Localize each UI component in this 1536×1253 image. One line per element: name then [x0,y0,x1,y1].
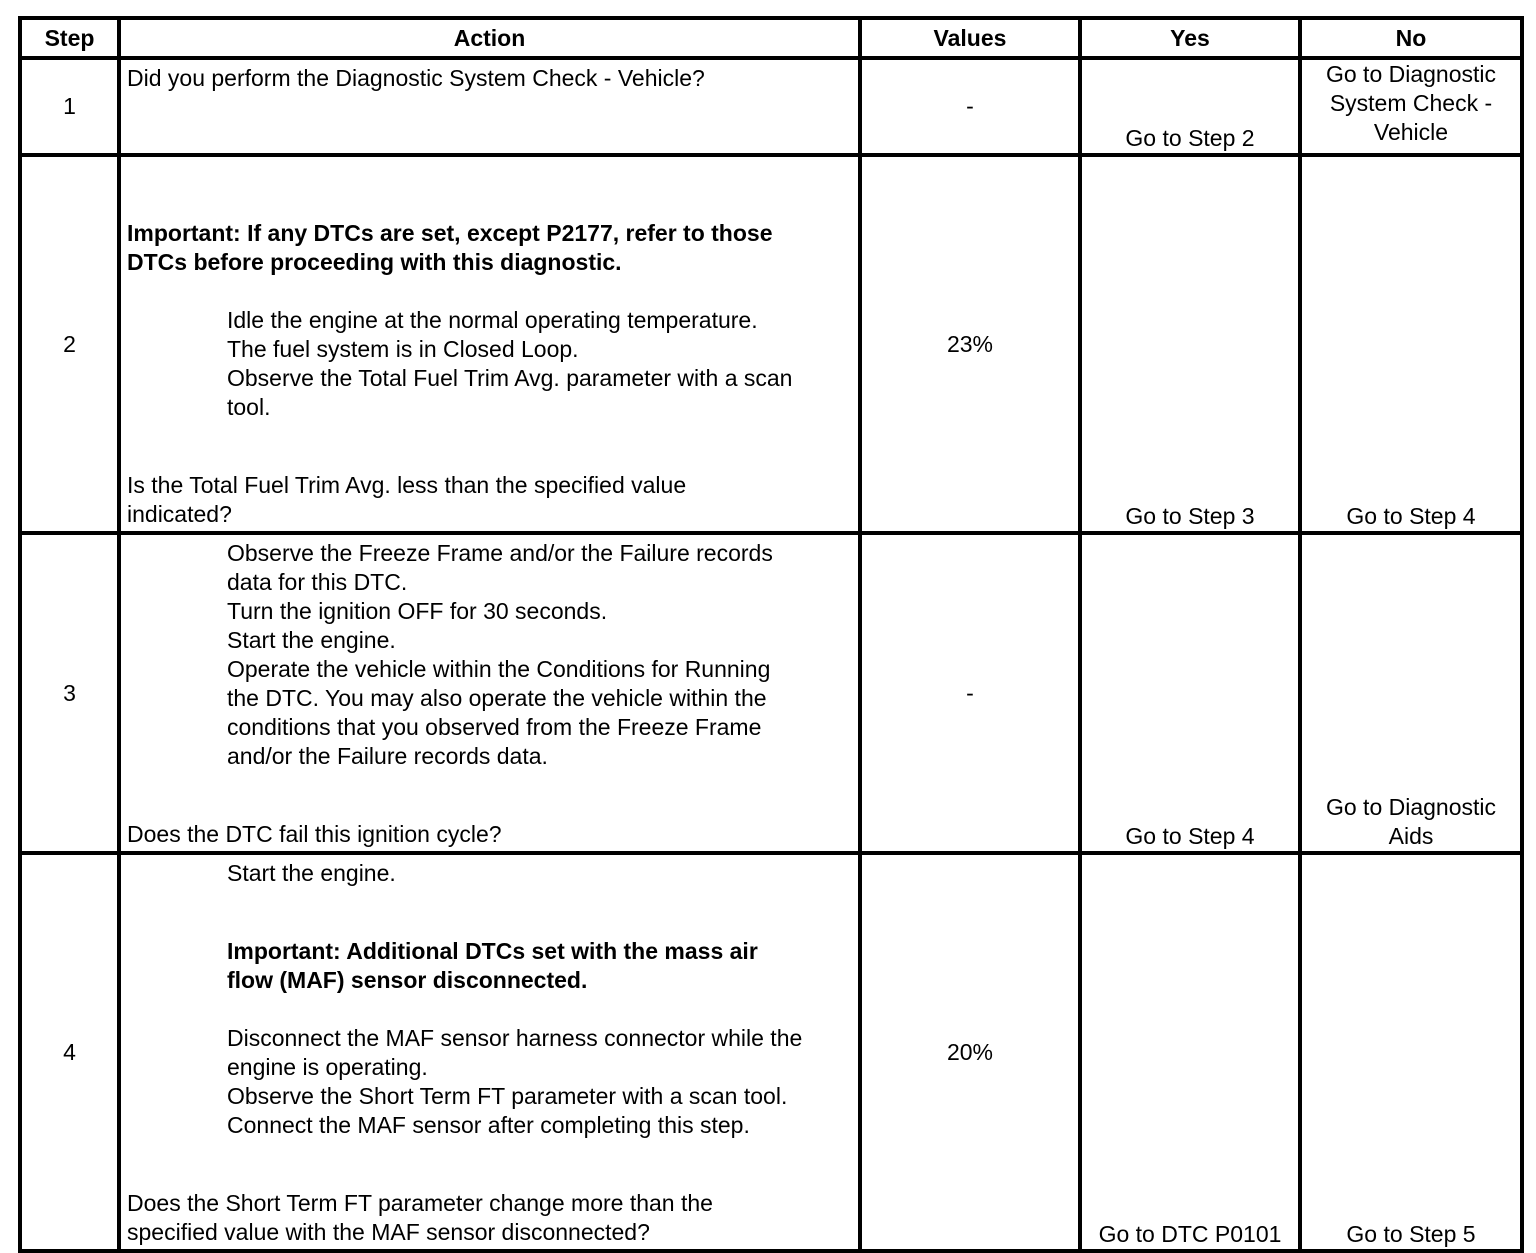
action-step-line: Observe the Total Fuel Trim Avg. parameter with a scan [227,365,793,391]
value-cell: - [860,58,1080,155]
action-step-line: and/or the Failure records data. [227,743,548,769]
important-note [127,219,852,277]
step-number: 4 [20,853,119,1251]
table-row-step-3 [20,533,1522,853]
header-yes: Yes [1080,18,1300,58]
no-line: Aids [1388,823,1434,849]
action-step-line: The fuel system is in Closed Loop. [227,336,579,362]
header-step: Step [20,18,119,58]
yes-cell: Go to Step 3 [1080,155,1300,533]
question-line: Is the Total Fuel Trim Avg. less than the specified value [127,472,687,498]
no-cell [1300,533,1522,853]
action-cell [119,155,860,533]
action-step-line: Connect the MAF sensor after completing this step. [227,1112,750,1138]
yes-cell: Go to DTC P0101 [1080,853,1300,1251]
action-cell [119,853,860,1251]
action-step-line: Operate the vehicle within the Conditions for Running [227,656,771,682]
action-question: Does the DTC fail this ignition cycle? [127,821,502,847]
header-row [20,18,1522,58]
important-line: Important: If any DTCs are set, except P2177, refer to those [127,220,773,246]
action-step-line: Observe the Short Term FT parameter with a scan tool. [227,1083,788,1109]
important-line: flow (MAF) sensor disconnected. [227,967,588,993]
action-step-line: Start the engine. [227,627,396,653]
question-line: indicated? [127,501,232,527]
value-cell: 20% [860,853,1080,1251]
yes-cell: Go to Step 2 [1080,58,1300,155]
action-step-line: conditions that you observed from the Freeze Frame [227,714,762,740]
value-cell: 23% [860,155,1080,533]
value-cell: - [860,533,1080,853]
header-values: Values [860,18,1080,58]
step-number: 2 [20,155,119,533]
action-cell [119,533,860,853]
action-step-line: Idle the engine at the normal operating temperature. [227,307,758,333]
yes-cell: Go to Step 4 [1080,533,1300,853]
action-step-line: Observe the Freeze Frame and/or the Failure records [227,540,773,566]
action-steps [127,306,852,422]
important-line: DTCs before proceeding with this diagnostic. [127,249,622,275]
action-steps [127,1024,852,1140]
no-line: Go to Diagnostic [1325,61,1497,87]
diagnostic-table [18,16,1524,1253]
question-line: Does the Short Term FT parameter change more than the [127,1190,713,1216]
header-no: No [1300,18,1522,58]
important-note [127,937,852,995]
no-cell: Go to Step 4 [1300,155,1522,533]
action-step-line: engine is operating. [227,1054,428,1080]
table-row-step-1 [20,58,1522,155]
step-number: 3 [20,533,119,853]
no-cell [1300,58,1522,155]
no-line: Go to Diagnostic [1325,794,1497,820]
action-step-line: Turn the ignition OFF for 30 seconds. [227,598,608,624]
header-action: Action [119,18,860,58]
important-line: Important: Additional DTCs set with the mass air [227,938,758,964]
action-step-line: data for this DTC. [227,569,408,595]
action-step-line: Disconnect the MAF sensor harness connector while the [227,1025,803,1051]
action-question [127,471,852,529]
table-row-step-2 [20,155,1522,533]
no-line: System Check - [1329,90,1493,116]
table-row-step-4 [20,853,1522,1251]
action-step-line: Start the engine. [227,860,396,886]
action-step-line: the DTC. You may also operate the vehicle within the [227,685,767,711]
no-cell: Go to Step 5 [1300,853,1522,1251]
action-steps [127,539,852,771]
action-question [127,1189,852,1247]
action-step-line: tool. [227,394,271,420]
no-line: Vehicle [1373,119,1449,145]
question-line: specified value with the MAF sensor disconnected? [127,1219,650,1245]
action-question: Did you perform the Diagnostic System Check - Vehicle? [127,65,705,91]
action-cell [119,58,860,155]
action-steps-before [127,859,852,888]
step-number: 1 [20,58,119,155]
